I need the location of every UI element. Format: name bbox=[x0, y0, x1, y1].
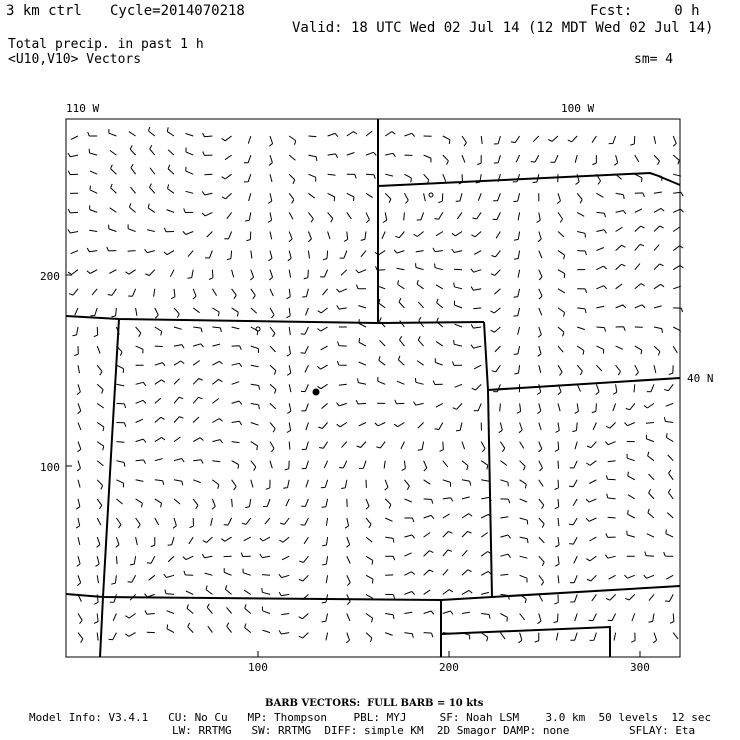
city-marker-1 bbox=[256, 327, 260, 331]
y-tick-200: 200 bbox=[40, 270, 60, 283]
barb-legend: BARB VECTORS: FULL BARB = 10 kts bbox=[265, 698, 484, 709]
colorado-kansas-border bbox=[484, 322, 492, 597]
wind-barbs-layer bbox=[68, 127, 684, 643]
wind-barb-glyphs bbox=[68, 127, 684, 643]
oklahoma-panhandle-border bbox=[441, 627, 610, 657]
x-tick-100: 100 bbox=[248, 661, 268, 674]
denver-marker bbox=[313, 389, 320, 396]
field-precip-title: Total precip. in past 1 h bbox=[8, 37, 204, 52]
cycle-label: Cycle=2014070218 bbox=[110, 3, 245, 19]
lat-label-40n: 40 N bbox=[687, 372, 714, 385]
colorado-nebraska-border-north bbox=[378, 322, 484, 323]
model-info-line2: LW: RRTMG SW: RRTMG DIFF: simple KM 2D Smagor DAMP: none SFLAY: Eta bbox=[172, 724, 696, 737]
valid-time: Valid: 18 UTC Wed 02 Jul 14 (12 MDT Wed 02 Jul 14) bbox=[292, 20, 714, 36]
city-marker-2 bbox=[429, 193, 433, 197]
model-info-line1: Model Info: V3.4.1 CU: No Cu MP: Thompson PBL: MYJ SF: Noah LSM 3.0 km 50 levels 12 sec bbox=[29, 711, 712, 724]
lon-label-110w: 110 W bbox=[66, 102, 100, 115]
lon-label-100w: 100 W bbox=[561, 102, 595, 115]
x-tick-200: 200 bbox=[439, 661, 459, 674]
state-boundaries bbox=[66, 119, 680, 657]
forecast-hour: Fcst: 0 h bbox=[590, 3, 700, 19]
map-frame bbox=[66, 119, 680, 657]
field-vector-title: <U10,V10> Vectors bbox=[8, 52, 142, 67]
y-tick-100: 100 bbox=[40, 461, 60, 474]
utah-colorado-border bbox=[100, 319, 119, 657]
nebraska-kansas-border bbox=[488, 378, 680, 390]
x-tick-300: 300 bbox=[630, 661, 650, 674]
run-name: 3 km ctrl bbox=[6, 3, 82, 19]
south-dakota-nebraska-border bbox=[378, 173, 680, 186]
smoothing-label: sm= 4 bbox=[634, 52, 674, 67]
